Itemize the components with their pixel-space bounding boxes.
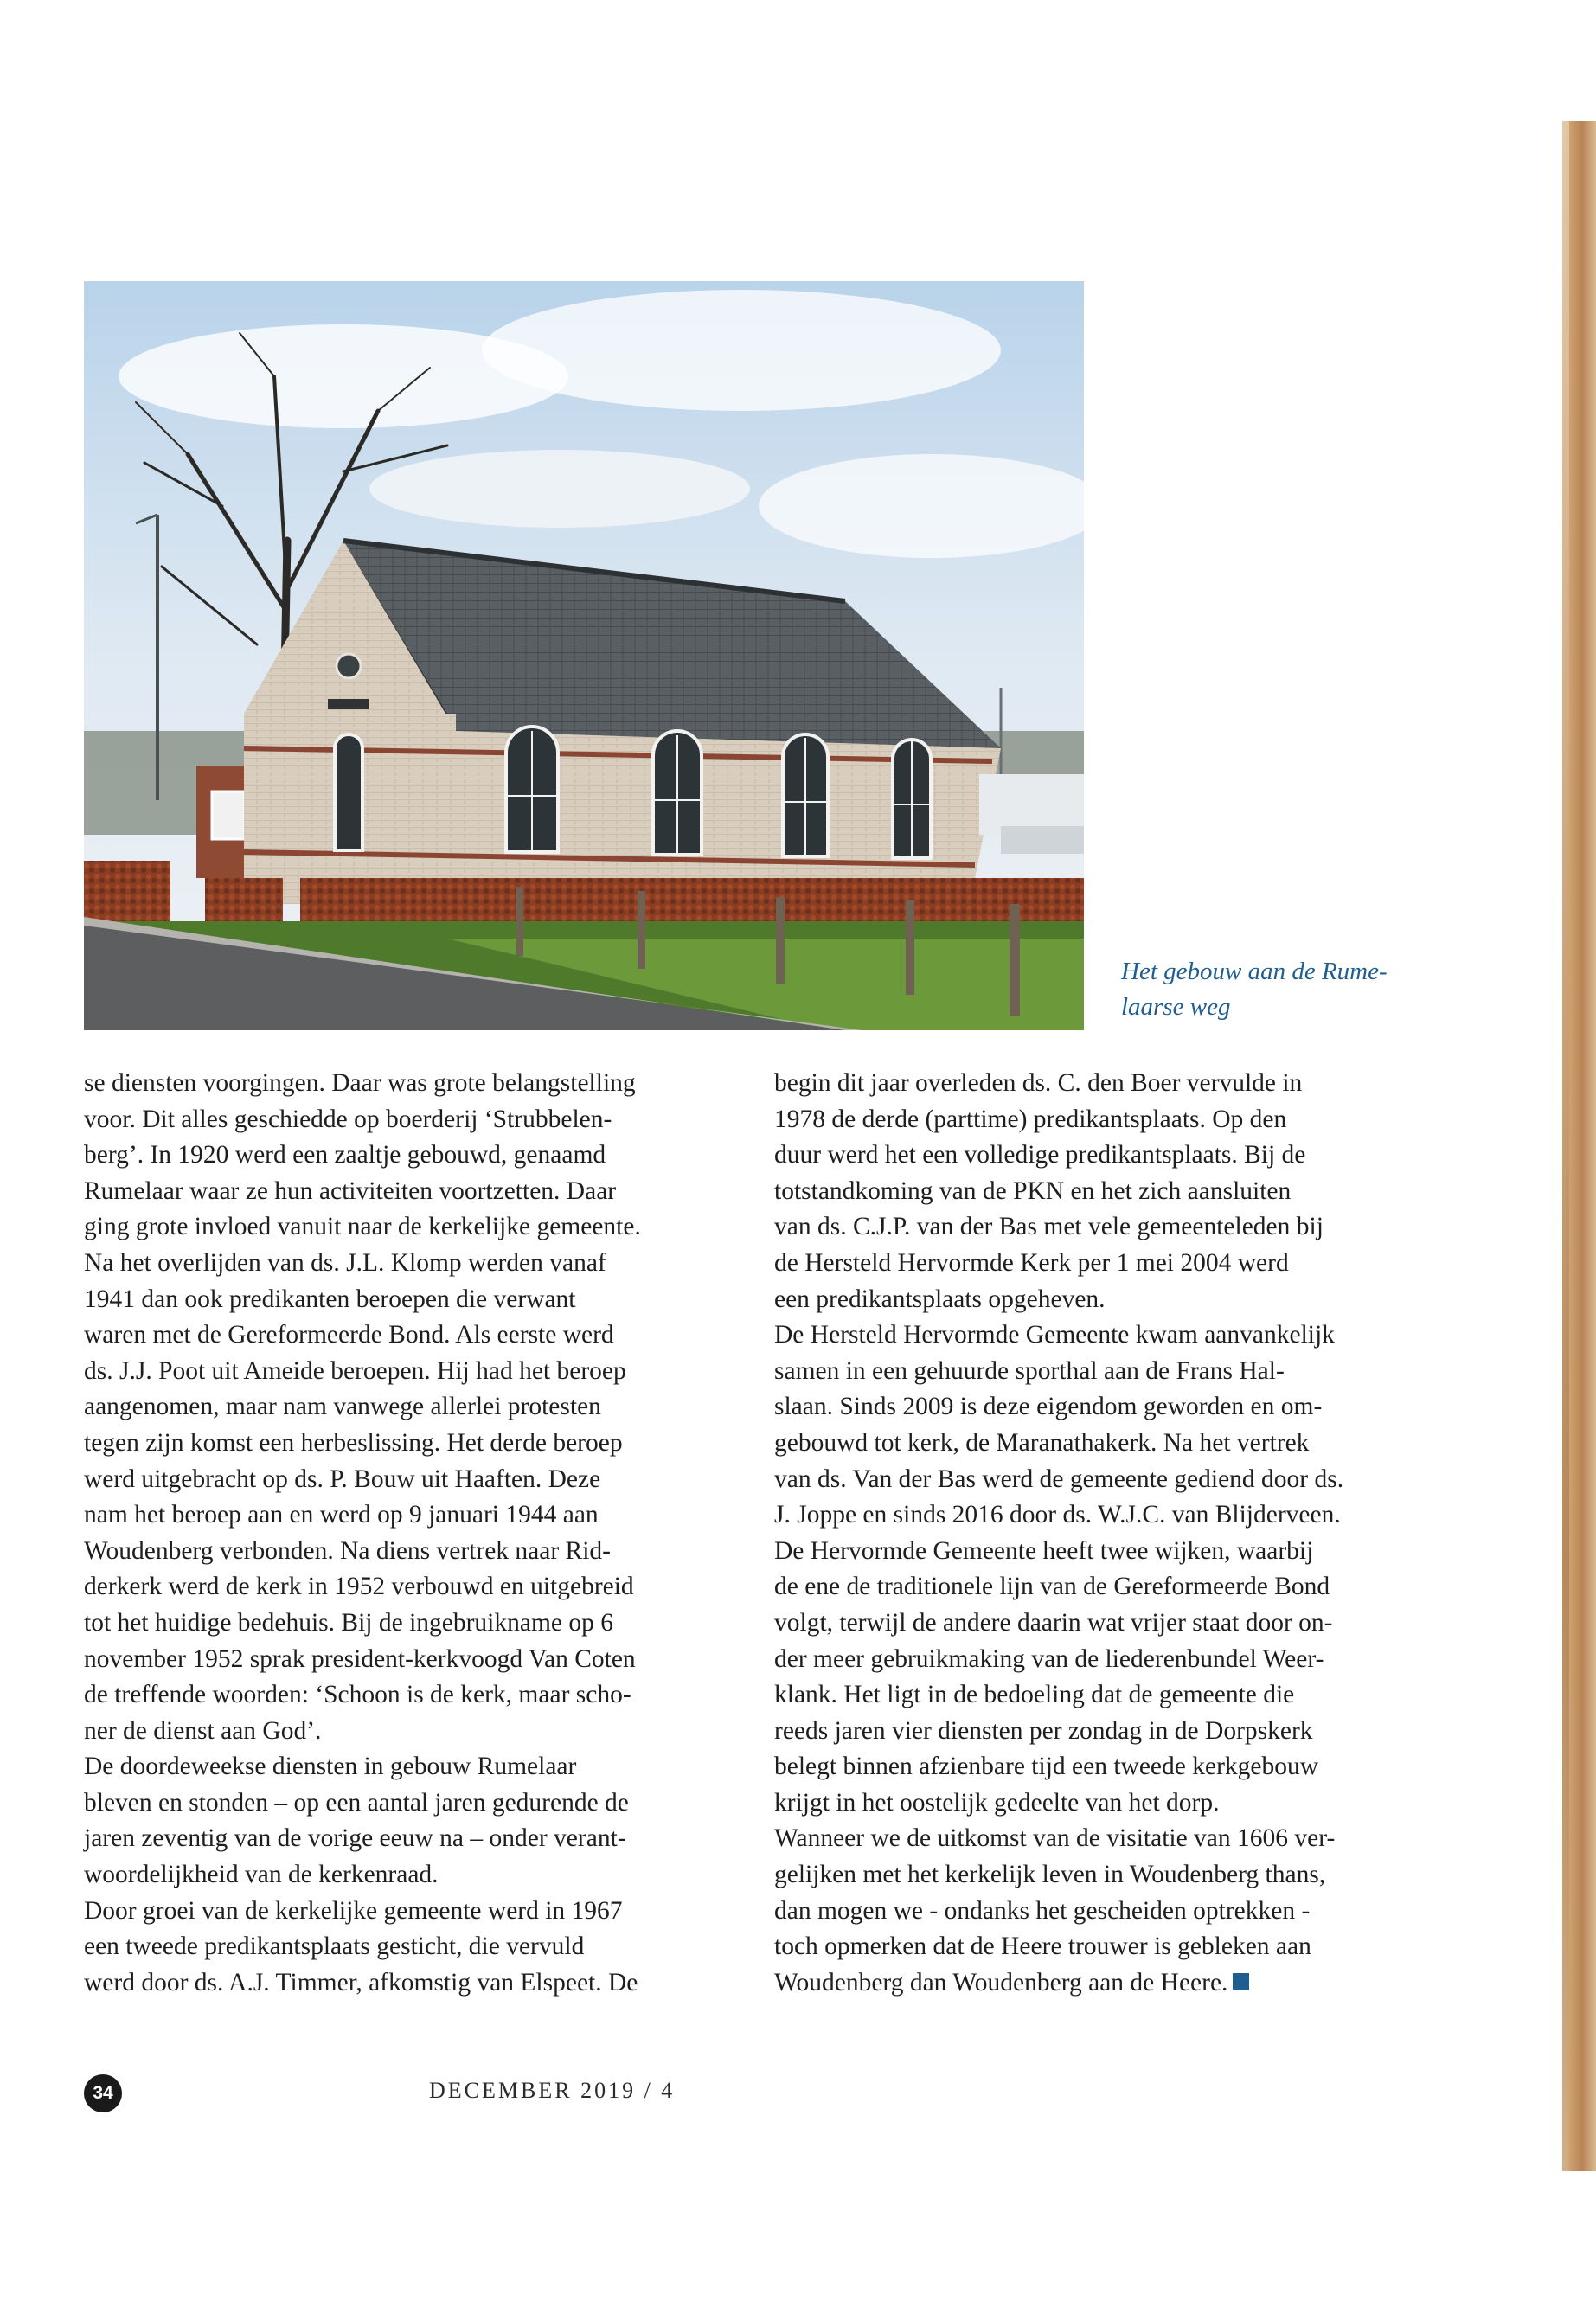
photo-caption: [1121, 954, 1450, 1025]
paragraph: Door groei van de kerkelijke gemeente werd in 1967 een tweede predikantsplaats gesticht, die vervuld werd door ds. A.J. Timmer, afkomstig van Elspeet. De: [84, 1896, 638, 1997]
end-of-article-icon: [1233, 1973, 1249, 1990]
caption-line-2: laarse weg: [1121, 993, 1231, 1021]
paragraph: se diensten voorgingen. Daar was grote belangstelling voor. Dit alles geschiedde op boerderij ‘Strubbelen- berg’. In 1920 werd een zaaltje gebouwd, genaamd Rumelaar waar ze hun activiteiten voortzetten. Daar ging grote invloed vanuit naar de kerkelijke gemeente. Na het overlijden van ds. J.L. Klomp werden vanaf 1941 dan ook predikanten beroepen die verwant waren met de Gereformeerde Bond. Als eerste werd ds. J.J. Poot uit Ameide beroepen. Hij had het beroep aangenomen, maar nam vanwege allerlei protesten tegen zijn komst een herbeslissing. Het derde beroep werd uitgebracht op ds. P. Bouw uit Haaften. Deze nam het beroep aan en werd op 9 januari 1944 aan Woudenberg verbonden. Na diens vertrek naar Rid- derkerk werd de kerk in 1952 verbouwd en uitgebreid tot het huidige bedehuis. Bij de ingebruikname op 6 november 1952 sprak president-kerkvoogd Van Coten de treffende woorden: ‘Schoon is de kerk, maar scho- ner de dienst aan God’.: [84, 1069, 641, 1745]
issue-label: DECEMBER 2019 / 4: [429, 2078, 676, 2103]
paragraph: begin dit jaar overleden ds. C. den Boer vervulde in 1978 de derde (parttime) predikantsplaats. Op den duur werd het een volledige predikantsplaats. Bij de totstandkoming van de PKN en het zich aansluiten van ds. C.J.P. van der Bas met vele gemeenteleden bij de Hersteld Hervormde Kerk per 1 mei 2004 werd een predikantsplaats opgeheven.: [774, 1069, 1324, 1313]
article-column-right: [774, 1066, 1427, 2001]
article-column-left: [84, 1066, 737, 2001]
closing-text: Wanneer we de uitkomst van de visitatie van 1606 ver- gelijken met het kerkelijk leven in Woudenberg thans, dan mogen we - ondanks het gescheiden optrekken - toch opmerken dat de Heere trouwer is gebleken aan Woudenberg dan Woudenberg aan de Heere.: [774, 1824, 1336, 1997]
church-building-photo: [84, 281, 1084, 1030]
paragraph: De Hervormde Gemeente heeft twee wijken, waarbij de ene de traditionele lijn van de Gereformeerde Bond volgt, terwijl de andere daarin wat vrijer staat door on- der meer gebruikmaking van de liederenbundel Weer- klank. Het ligt in de bedoeling dat de gemeente die reeds jaren vier diensten per zondag in de Dorpskerk belegt binnen afzienbare tijd een tweede kerkgebouw krijgt in het oostelijk gedeelte van het dorp.: [774, 1536, 1333, 1817]
adjacent-page-edge: [1562, 121, 1596, 2171]
paragraph: De doordeweekse diensten in gebouw Rumelaar bleven en stonden – op een aantal jaren gedurende de jaren zeventig van de vorige eeuw na – onder verant- woordelijkheid van de kerkenraad.: [84, 1753, 629, 1889]
paragraph-closing: [774, 1821, 1427, 2001]
caption-line-1: Het gebouw aan de Rume-: [1121, 958, 1388, 985]
paragraph: De Hersteld Hervormde Gemeente kwam aanvankelijk samen in een gehuurde sporthal aan de Frans Hal- slaan. Sinds 2009 is deze eigendom geworden en om- gebouwd tot kerk, de Maranathakerk. Na het vertrek van ds. Van der Bas werd de gemeente gediend door ds. J. Joppe en sinds 2016 door ds. W.J.C. van Blijderveen.: [774, 1321, 1344, 1529]
page-number-badge: 34: [84, 2074, 122, 2112]
